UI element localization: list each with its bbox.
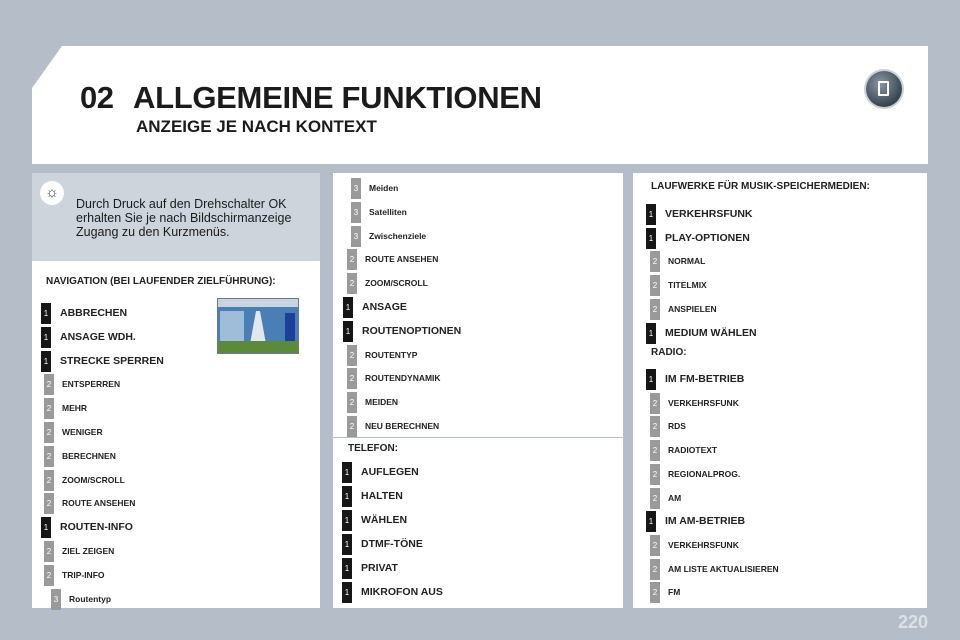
menu-level-badge: 2: [44, 541, 54, 562]
menu-level-badge: 1: [342, 558, 352, 579]
section-laufwerke: LAUFWERKE FÜR MUSIK-SPEICHERMEDIEN:: [651, 181, 870, 192]
section-navigation: NAVIGATION (BEI LAUFENDER ZIELFÜHRUNG):: [46, 276, 276, 287]
menu-item-label: HALTEN: [361, 490, 403, 502]
menu-item-label: BERECHNEN: [62, 451, 116, 461]
menu-item-label: Satelliten: [369, 207, 407, 217]
menu-level-badge: 2: [650, 299, 660, 320]
menu-level-badge: 1: [41, 351, 51, 372]
menu-item-label: AM LISTE AKTUALISIEREN: [668, 564, 779, 574]
menu-level-badge: 2: [347, 392, 357, 413]
menu-level-badge: 2: [347, 249, 357, 270]
menu-level-badge: 1: [646, 369, 656, 390]
menu-level-badge: 2: [650, 464, 660, 485]
menu-item-label: AUFLEGEN: [361, 466, 419, 478]
menu-level-badge: 2: [650, 275, 660, 296]
menu-level-badge: 1: [646, 323, 656, 344]
menu-level-badge: 1: [343, 297, 353, 318]
menu-level-badge: 2: [650, 416, 660, 437]
menu-level-badge: 1: [41, 303, 51, 324]
menu-item-label: WENIGER: [62, 427, 103, 437]
menu-item-label: VERKEHRSFUNK: [668, 398, 739, 408]
menu-level-badge: 1: [646, 511, 656, 532]
panel-divider: [333, 437, 623, 438]
sun-icon: ☼: [40, 181, 64, 205]
menu-item-label: ZIEL ZEIGEN: [62, 546, 115, 556]
menu-item-label: MEHR: [62, 403, 88, 413]
menu-level-badge: 1: [646, 204, 656, 225]
navigation-screen-thumbnail: [217, 298, 299, 354]
page-number: 220: [898, 612, 929, 632]
menu-item-label: WÄHLEN: [361, 514, 408, 526]
menu-level-badge: 2: [44, 398, 54, 419]
menu-level-badge: 2: [347, 416, 357, 437]
menu-level-badge: 2: [44, 374, 54, 395]
menu-item-label: RDS: [668, 421, 686, 431]
menu-level-badge: 2: [44, 493, 54, 514]
book-icon: [866, 71, 902, 107]
menu-item-label: FM: [668, 587, 681, 597]
menu-item-label: VERKEHRSFUNK: [665, 208, 753, 220]
menu-item-label: STRECKE SPERREN: [60, 355, 164, 367]
menu-level-badge: 1: [342, 462, 352, 483]
menu-level-badge: 2: [44, 470, 54, 491]
menu-level-badge: 3: [351, 202, 361, 223]
menu-level-badge: 2: [650, 559, 660, 580]
menu-level-badge: 2: [650, 393, 660, 414]
menu-item-label: TITELMIX: [668, 280, 707, 290]
menu-item-label: IM FM-BETRIEB: [665, 373, 745, 385]
menu-item-label: MIKROFON AUS: [361, 586, 443, 598]
menu-level-badge: 1: [41, 517, 51, 538]
menu-item-label: MEDIUM WÄHLEN: [665, 327, 757, 339]
menu-level-badge: 1: [343, 321, 353, 342]
tip-text: Durch Druck auf den Drehschalter OK erhalten Sie je nach Bildschirmanzeige Zugang zu den Kurzmenüs.: [76, 197, 292, 239]
menu-item-label: ROUTE ANSEHEN: [365, 254, 439, 264]
menu-item-label: MEIDEN: [365, 397, 399, 407]
menu-level-badge: 2: [650, 535, 660, 556]
menu-item-label: ENTSPERREN: [62, 379, 121, 389]
menu-item-label: TRIP-INFO: [62, 570, 105, 580]
menu-item-label: ROUTE ANSEHEN: [62, 498, 136, 508]
menu-level-badge: 1: [342, 510, 352, 531]
menu-item-label: NEU BERECHNEN: [365, 421, 440, 431]
menu-item-label: ROUTENTYP: [365, 350, 418, 360]
menu-item-label: ZOOM/SCROLL: [365, 278, 428, 288]
menu-item-label: ANSAGE WDH.: [60, 331, 136, 343]
menu-item-label: PLAY-OPTIONEN: [665, 232, 750, 244]
page-subtitle: ANZEIGE JE NACH KONTEXT: [136, 117, 377, 136]
section-telefon: TELEFON:: [348, 443, 398, 454]
section-radio: RADIO:: [651, 347, 687, 358]
menu-item-label: Routentyp: [69, 594, 112, 604]
menu-item-label: VERKEHRSFUNK: [668, 540, 739, 550]
menu-level-badge: 1: [41, 327, 51, 348]
menu-level-badge: 2: [44, 422, 54, 443]
menu-level-badge: 2: [347, 273, 357, 294]
menu-item-label: ABBRECHEN: [60, 307, 128, 319]
menu-level-badge: 1: [342, 534, 352, 555]
menu-item-label: Meiden: [369, 183, 399, 193]
menu-item-label: AM: [668, 493, 682, 503]
menu-level-badge: 1: [342, 486, 352, 507]
chapter-number: 02: [80, 80, 114, 115]
menu-item-label: Zwischenziele: [369, 231, 427, 241]
menu-item-label: ANSPIELEN: [668, 304, 717, 314]
menu-item-label: IM AM-BETRIEB: [665, 515, 746, 527]
page-title: ALLGEMEINE FUNKTIONEN: [133, 80, 542, 115]
menu-item-label: ZOOM/SCROLL: [62, 475, 125, 485]
menu-item-label: RADIOTEXT: [668, 445, 718, 455]
menu-item-label: ROUTEN-INFO: [60, 521, 133, 533]
menu-level-badge: 2: [650, 488, 660, 509]
menu-level-badge: 3: [351, 178, 361, 199]
menu-item-label: NORMAL: [668, 256, 706, 266]
menu-level-badge: 2: [650, 582, 660, 603]
menu-item-label: ANSAGE: [362, 301, 407, 313]
menu-level-badge: 3: [51, 589, 61, 610]
menu-level-badge: 2: [347, 368, 357, 389]
menu-item-label: ROUTENDYNAMIK: [365, 373, 441, 383]
menu-level-badge: 2: [650, 251, 660, 272]
menu-level-badge: 1: [342, 582, 352, 603]
menu-level-badge: 1: [646, 228, 656, 249]
menu-level-badge: 2: [347, 345, 357, 366]
menu-level-badge: 2: [44, 565, 54, 586]
menu-item-label: REGIONALPROG.: [668, 469, 741, 479]
menu-level-badge: 2: [650, 440, 660, 461]
menu-item-label: PRIVAT: [361, 562, 398, 574]
menu-item-label: DTMF-TÖNE: [361, 538, 423, 550]
menu-level-badge: 2: [44, 446, 54, 467]
menu-level-badge: 3: [351, 226, 361, 247]
menu-item-label: ROUTENOPTIONEN: [362, 325, 462, 337]
